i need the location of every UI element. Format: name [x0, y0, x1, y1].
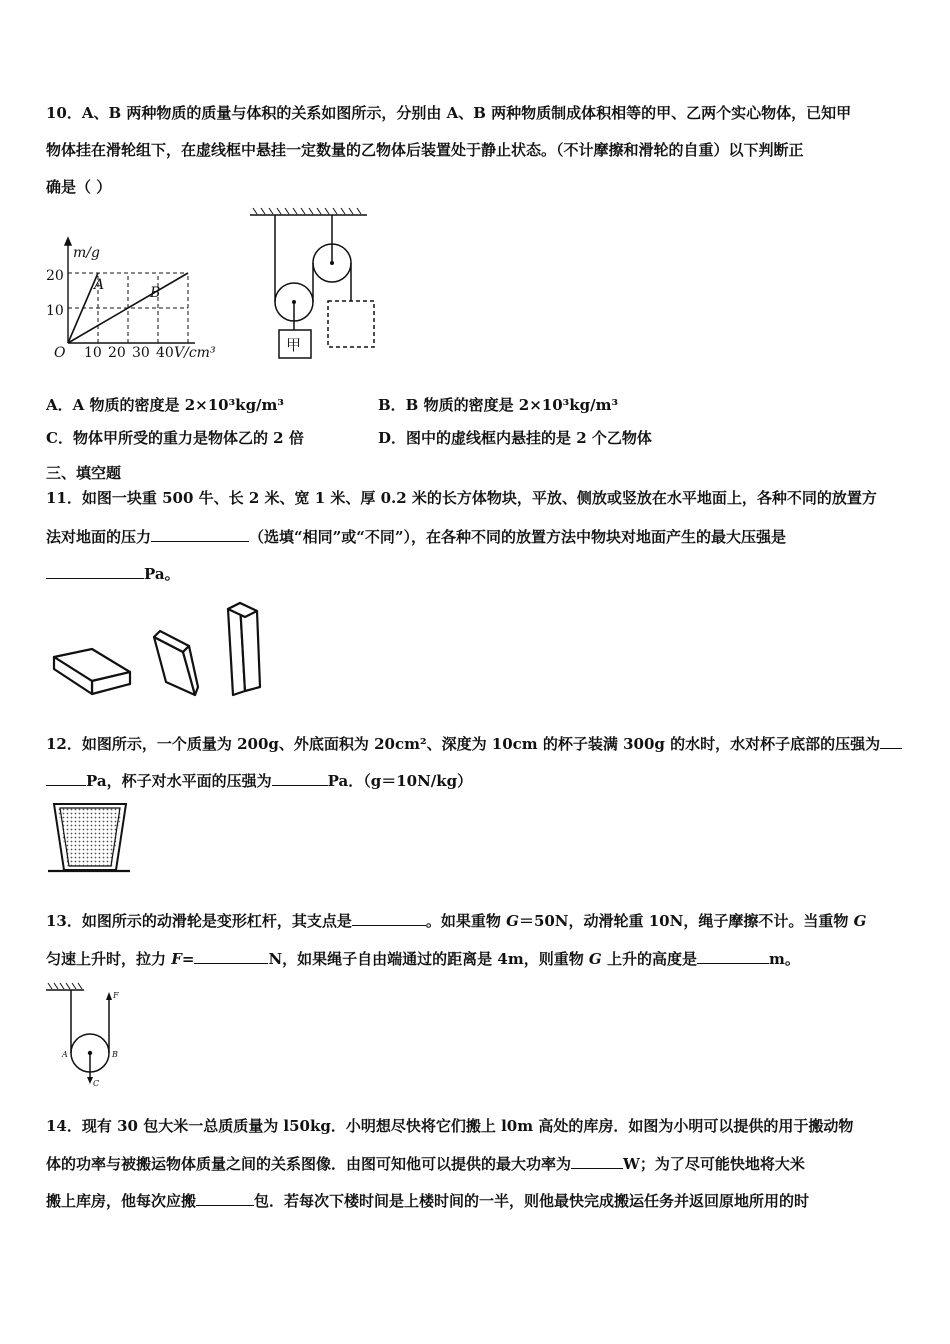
x-tick-20: 20: [108, 345, 126, 361]
q14-line-3: [46, 1190, 809, 1211]
blocks-figure: [50, 595, 270, 700]
q14-blank-1[interactable]: [571, 1153, 623, 1169]
line-a-label: A: [94, 277, 105, 293]
y-tick-20: 20: [46, 268, 64, 284]
q12-line-1: [46, 733, 902, 754]
q11-blank-2[interactable]: [46, 563, 144, 579]
q11-text-b: （选填“相同”或“不同”），在各种不同的放置方法中物块对地面产生的最大压强是: [249, 528, 787, 546]
q13-text-a: 13．如图所示的动滑轮是变形杠杆，其支点是: [46, 912, 352, 930]
q10-option-d: D．图中的虚线框内悬挂的是 2 个乙物体: [378, 429, 652, 447]
q12-text-c: Pa．（g＝10N/kg）: [327, 772, 473, 790]
q11-line-3: [46, 563, 180, 584]
y-axis-label: m/g: [73, 245, 100, 261]
q13-text-f: 上升的高度是: [601, 950, 697, 968]
q14-blank-2[interactable]: [196, 1190, 254, 1206]
q13-blank-1[interactable]: [352, 910, 426, 926]
q13-text-d: 匀速上升时，拉力: [46, 950, 172, 968]
q13-blank-2[interactable]: [194, 948, 268, 964]
line-b-label: B: [150, 285, 161, 301]
q14-text-b: W；为了尽可能快地将大米: [623, 1155, 805, 1173]
ceiling-hatching: [253, 208, 361, 214]
movable-pulley-figure: [44, 980, 134, 1090]
section-title: 三、填空题: [46, 464, 122, 482]
q12-line-2: [46, 770, 472, 791]
label-c: C: [93, 1079, 100, 1088]
origin-label: O: [54, 345, 66, 361]
q14-text-d: 包．若每次下楼时间是上楼时间的一半，则他最快完成搬运任务并返回原地所用的时: [254, 1192, 810, 1210]
q13-text-g: m。: [768, 950, 800, 968]
block-jia-label: 甲: [286, 336, 302, 354]
q13-f: F=: [171, 950, 195, 968]
q14-text-a: 体的功率与被搬运物体质量之间的关系图像．由图可知他可以提供的最大功率为: [46, 1155, 572, 1173]
q13-blank-3[interactable]: [697, 948, 769, 964]
q13-g-3: G: [588, 950, 602, 968]
q11-text-c: Pa。: [144, 565, 180, 583]
q11-line-1: 11．如图一块重 500 牛、长 2 米、宽 1 米、厚 0.2 米的长方体物块，平放、侧放或竖放在水平地面上，各种不同的放置方: [46, 489, 877, 507]
q12-text-a: 12．如图所示，一个质量为 200g、外底面积为 20cm²、深度为 10cm 的杯子装满 300g 的水时，水对杯子底部的压强为: [46, 735, 881, 753]
x-axis-label: V/cm³: [174, 345, 216, 361]
q13-text-b: 。如果重物: [425, 912, 507, 930]
q12-blank-1a[interactable]: [880, 733, 902, 749]
label-b: B: [112, 1050, 118, 1059]
dashed-box: [328, 301, 374, 347]
q10-line-3: 确是（ ）: [46, 178, 112, 196]
q13-line-1: [46, 910, 866, 931]
q14-line-1: 14．现有 30 包大米一总质质量为 l50kg．小明想尽快将它们搬上 l0m 高处的库房．如图为小明可以提供的用于搬动物: [46, 1117, 854, 1135]
q13-g-2: G: [853, 912, 867, 930]
q12-text-b: Pa，杯子对水平面的压强为: [86, 772, 272, 790]
q12-blank-2[interactable]: [272, 770, 328, 786]
q13-text-c: ＝50N，动滑轮重 10N，绳子摩擦不计。当重物: [518, 912, 854, 930]
cup-figure: [46, 800, 136, 878]
q10-line-2: 物体挂在滑轮组下，在虚线框中悬挂一定数量的乙物体后装置处于静止状态。（不计摩擦和滑轮的自重）以下判断正: [46, 141, 804, 159]
x-tick-10: 10: [84, 345, 102, 361]
q14-text-c: 搬上库房，他每次应搬: [46, 1192, 197, 1210]
label-f: F: [113, 991, 119, 1000]
q10-option-a: A．A 物质的密度是 2×10³kg/m³: [46, 396, 284, 414]
q10-option-c: C．物体甲所受的重力是物体乙的 2 倍: [46, 429, 304, 447]
q14-line-2: [46, 1153, 805, 1174]
q12-blank-1b[interactable]: [46, 770, 86, 786]
x-tick-30: 30: [132, 345, 150, 361]
f-arrow: [106, 992, 112, 1000]
q11-text-a: 法对地面的压力: [46, 528, 152, 546]
label-a: A: [62, 1050, 68, 1059]
q13-line-2: [46, 948, 800, 969]
q11-blank-1[interactable]: [151, 526, 249, 542]
pulley-system-figure: [245, 205, 385, 365]
mass-volume-graph: [40, 235, 225, 365]
q11-line-2: [46, 526, 786, 547]
q10-line-1: 10．A、B 两种物质的质量与体积的关系如图所示，分别由 A、B 两种物质制成体积相等的甲、乙两个实心物体，已知甲: [46, 104, 852, 122]
x-tick-40: 40: [156, 345, 174, 361]
q13-text-e: N，如果绳子自由端通过的距离是 4m，则重物: [268, 950, 589, 968]
q10-option-b: B．B 物质的密度是 2×10³kg/m³: [378, 396, 619, 414]
y-axis-arrow: [65, 238, 71, 245]
q13-g-1: G: [506, 912, 519, 930]
y-tick-10: 10: [46, 303, 64, 319]
